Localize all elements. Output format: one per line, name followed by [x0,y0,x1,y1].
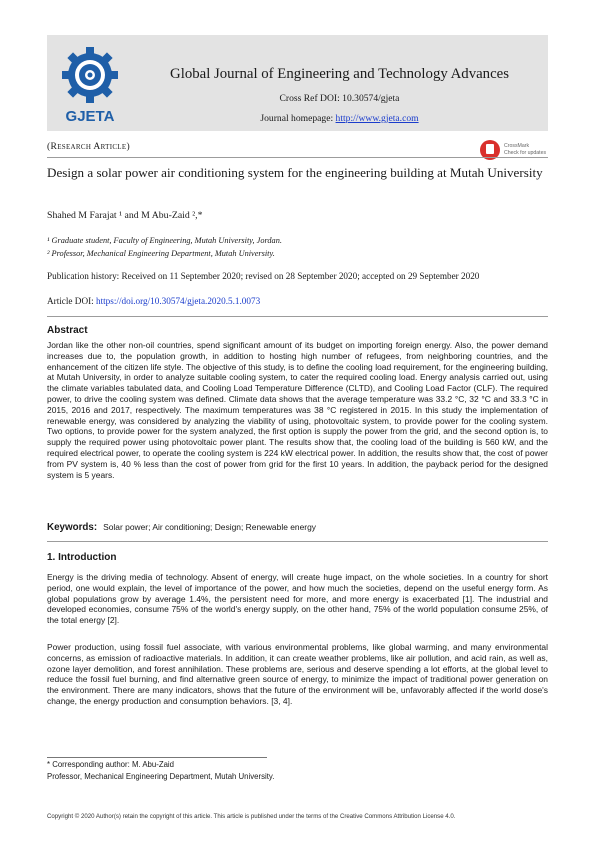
article-type: (Research Article) [47,141,130,152]
corresponding-author: * Corresponding author: M. Abu-Zaid [47,760,174,769]
keywords-value: Solar power; Air conditioning; Design; Renewable energy [103,522,317,532]
header-divider [47,157,548,158]
intro-paragraph-2: Power production, using fossil fuel associate, with various environmental problems, like global warming, and many environmental concerns, as emission of radioactive materials. In addition, it can create weather problems, like air pollution, and acid rain, as well as, ozone layer demolition, and forest annihilation. These problems are, serious and deserve spending a lot efforts, at the global level to reduce the fossil fuel burning, and find alternative green source of energy, to minimize the impact of traditional power generation on the environment. There are many indicators, shows that the future of the environment will be, unfavorably affected if the world dose's change, the energy production and consumption behaviors. [3, 4]. [47,642,548,706]
journal-header-banner [47,35,548,131]
authors: Shahed M Farajat ¹ and M Abu-Zaid ²,* [47,210,203,221]
doi-label: Article DOI: [47,296,96,306]
footnote-rule [47,757,267,758]
homepage-label: Journal homepage: [260,113,336,124]
homepage-link[interactable]: http://www.gjeta.com [335,113,419,124]
intro-paragraph-1: Energy is the driving media of technology. Absent of energy, will create huge impact, on the whole societies. In a country for short period, one would explain, the level of importance of the power, and how much the societies, depend on the useful energy form. As global populations grow by average 1.4%, the persistent need for more, and more energy is exacerbated [1]. The industrial and developed economies, consume 75% of the world's energy supply, on the other hand, 75% of the world population consume 25%, of the total energy [2]. [47,572,548,626]
doi-link[interactable]: https://doi.org/10.30574/gjeta.2020.5.1.0073 [95,296,261,306]
article-doi [47,296,260,306]
crossmark-sublabel: Check for updates [504,149,547,156]
journal-homepage [147,113,532,124]
affiliation-2: ² Professor, Mechanical Engineering Department, Mutah University. [47,249,275,258]
divider [47,316,548,317]
crossmark-label: CrossMark [504,143,530,149]
gjeta-logo [54,45,126,125]
abstract-body: Jordan like the other non-oil countries, spend significant amount of its budget on importing foreign energy. Also, the power demand increases due to, the population growth, in addition to hosting high number of refugees, from neighboring countries, and the enhancement of the citizen life style. The objective of this study, is to define the cooling load requirement, for the engineering building, at Mutah University, in order to analyze suitable cooling system, to cater the required cooling load. Energy analysis carried out, using the climate variables tabulated data, and Cooling Load Temperature Difference (CLTD), and Cooling Load Factor (CLF). The required power, to drive the cooling system was defined. Climate data shows that the average temperature was 33.2 °C, 32 °C and 33.3 °C in 2015, 2016 and 2017, respectively. The maximum temperatures was 38 °C registered in 2015. In this study the implementation of renewable energy, was considered by analyzing the viability of using, photovoltaic system, to provide power for the cooling system. Two options, to provide power for the system analyzed, the first option is supply the power from the grid, and the second option is, to supply the required power using photovoltaic power plant. The results show that, the cooling load of the building is 560 kW, and the required electrical power, to operate the cooling system is 224 kW electrical power. In addition, the results show that, the cost of power from PV system is, 40 % less than the cost of power from grid for the first 10 years. In addition, the payback period for the designed system is 5 years. [47,340,548,480]
gear-icon [54,45,126,125]
divider [47,541,548,542]
publication-history: Publication history: Received on 11 September 2020; revised on 28 September 2020; accepted on 29 September 2020 [47,271,480,281]
copyright-notice: Copyright © 2020 Author(s) retain the copyright of this article. This article is published under the terms of the Creative Commons Attribution License 4.0. [47,813,456,820]
crossref-doi: Cross Ref DOI: 10.30574/gjeta [279,93,400,104]
affiliation-1: ¹ Graduate student, Faculty of Engineering, Mutah University, Jordan. [47,236,282,245]
corresponding-author-affiliation: Professor, Mechanical Engineering Department, Mutah University. [47,772,275,781]
journal-name: Global Journal of Engineering and Technology Advances [170,66,509,82]
logo-wordmark: GJETA [65,108,115,125]
crossmark-badge[interactable] [480,140,548,164]
keywords-label: Keywords: [47,522,98,533]
section-heading: 1. Introduction [47,552,117,563]
paper-title: Design a solar power air conditioning system for the engineering building at Mutah University [47,165,543,180]
keywords-line [47,522,316,533]
abstract-heading: Abstract [47,325,88,336]
